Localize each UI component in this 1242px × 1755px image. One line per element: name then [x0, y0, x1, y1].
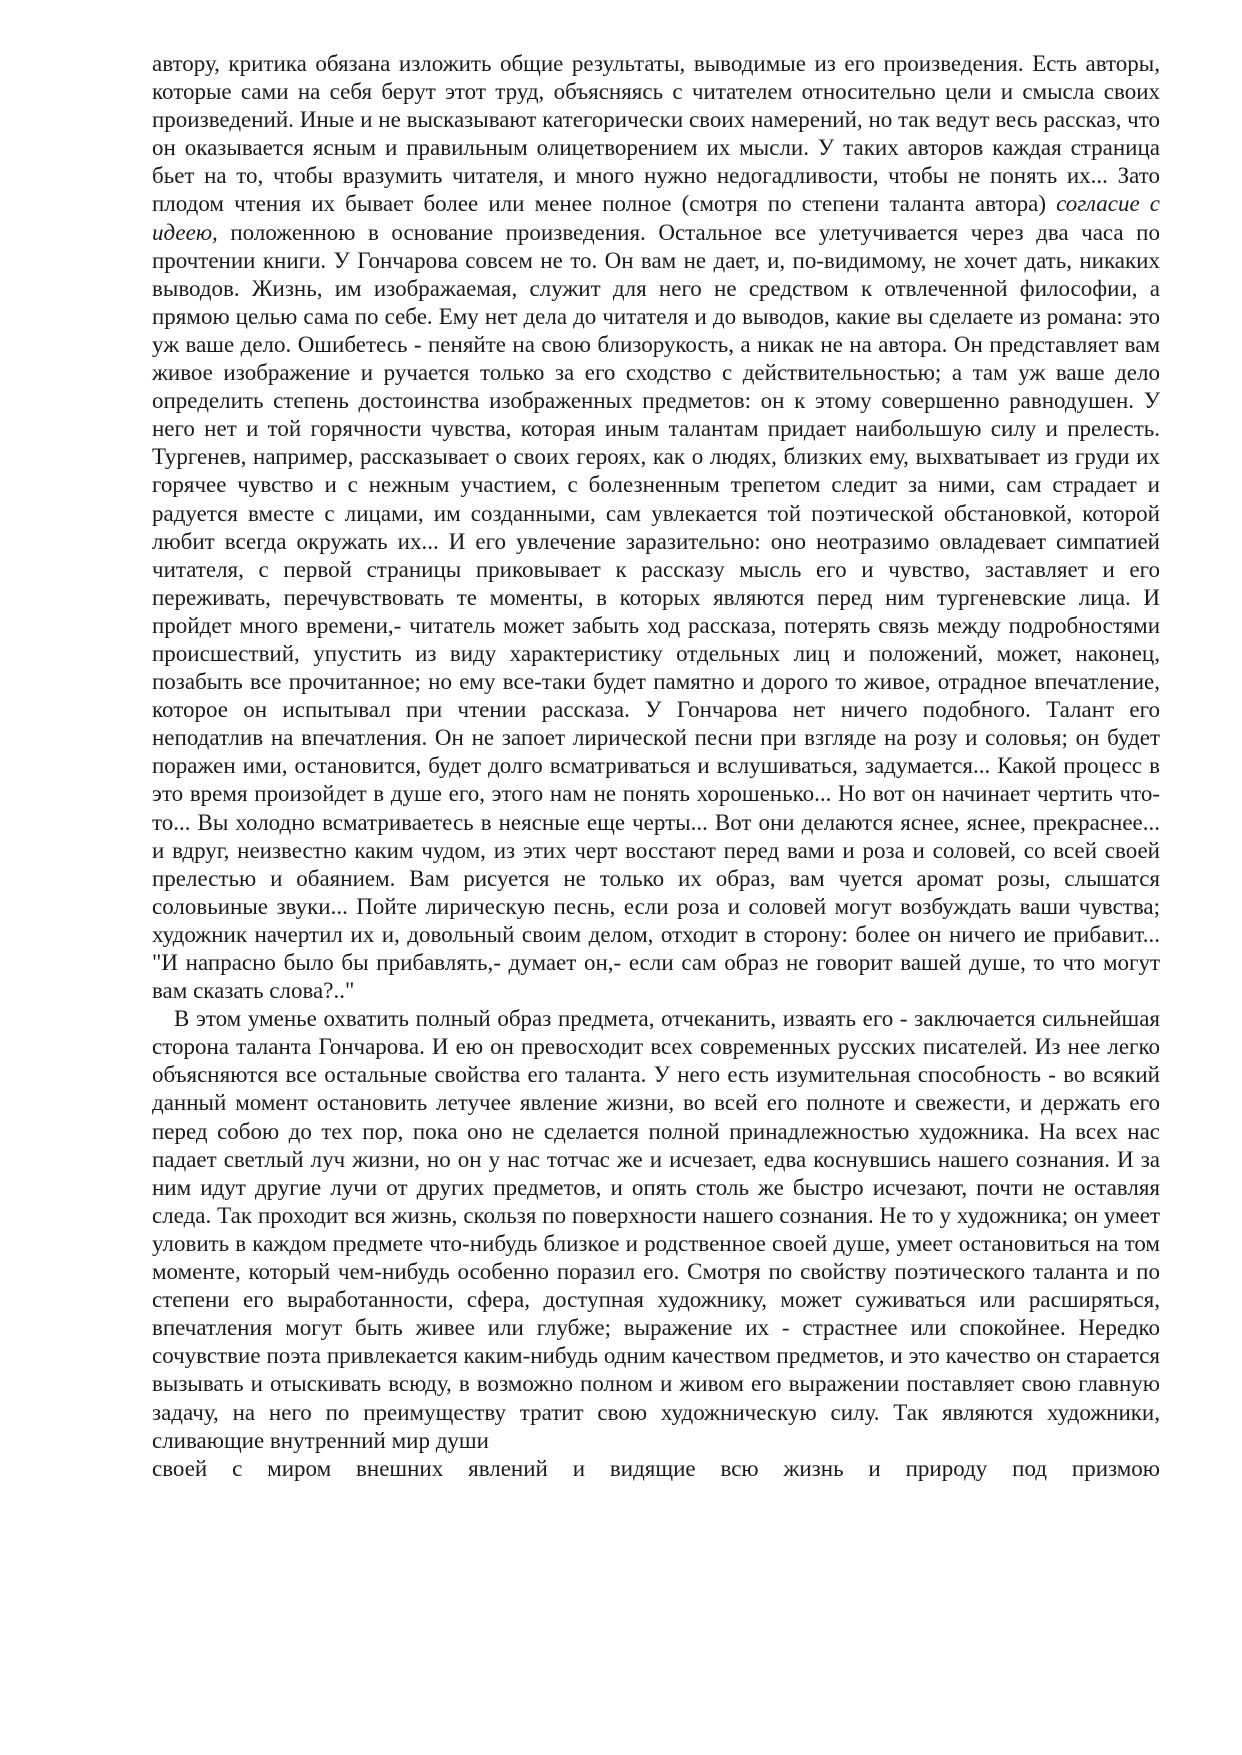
italic-phrase: согласие с идеею,	[152, 191, 1160, 245]
document-page	[152, 50, 1160, 1483]
paragraph-1-text-end: положенною в основание произведения. Остальное все улетучивается через два часа по прочтении книги. У Гончарова совсем не то. Он вам не дает, и, по-видимому, не хочет дать, никаких выводов. Жизнь, им изображаемая, служит для него не средством к отвлеченной философии, а прямою целью сама по себе. Ему нет дела до читателя и до выводов, какие вы сделаете из романа: это уж ваше дело. Ошибетесь - пеняйте на свою близорукость, а никак не на автора. Он представляет вам живое изображение и ручается только за его сходство с действительностью; а там уж ваше дело определить степень достоинства изображенных предметов: он к этому совершенно равнодушен. У него нет и той горячности чувства, которая иным талантам придает наибольшую силу и прелесть. Тургенев, например, рассказывает о своих героях, как о людях, близких ему, выхватывает из груди их горячее чувство и с нежным участием, с болезненным трепетом следит за ними, сам страдает и радуется вместе с лицами, им созданными, сам увлекается той поэтической обстановкой, которой любит всегда окружать их... И его увлечение заразительно: оно неотразимо овладевает симпатией читателя, с первой страницы приковывает к рассказу мысль его и чувство, заставляет и его переживать, перечувствовать те моменты, в которых являются перед ним тургеневские лица. И пройдет много времени,- читатель может забыть ход рассказа, потерять связь между подробностями происшествий, упустить из виду характеристику отдельных лиц и положений, может, наконец, позабыть все прочитанное; но ему все-таки будет памятно и дорого то живое, отрадное впечатление, которое он испытывал при чтении рассказа. У Гончарова нет ничего подобного. Талант его неподатлив на впечатления. Он не запоет лирической песни при взгляде на розу и соловья; он будет поражен ими, остановится, будет долго всматриваться и вслушиваться, задумается... Какой процесс в это время произойдет в душе его, этого нам не понять хорошенько... Но вот он начинает чертить что-то... Вы холодно всматриваетесь в неясные еще черты... Вот они делаются яснее, яснее, прекраснее... и вдруг, неизвестно каким чудом, из этих черт восстают перед вами и роза и соловей, со всей своей прелестью и обаянием. Вам рисуется не только их образ, вам чуется аромат розы, слышатся соловьиные звуки... Пойте лирическую песнь, если роза и соловей могут возбуждать ваши чувства; художник начертил их и, довольный своим делом, отходит в сторону: более он ничего ие прибавит... "И напрасно было бы прибавлять,- думает он,- если сам образ не говорит вашей душе, то что могут вам сказать слова?.."	[152, 219, 1160, 1004]
paragraph-2-final-line: своей с миром внешних явлений и видящие всю жизнь и природу под призмою	[152, 1455, 1160, 1481]
paragraph-2	[152, 1005, 1160, 1455]
paragraph-1	[152, 50, 1160, 1005]
paragraph-2-text: В этом уменье охватить полный образ предмета, отчеканить, изваять его - заключается сильнейшая сторона таланта Гончарова. И ею он превосходит всех современных русских писателей. Из нее легко объясняются все остальные свойства его таланта. У него есть изумительная способность - во всякий данный момент остановить летучее явление жизни, во всей его полноте и свежести, и держать его перед собою до тех пор, пока оно не сделается полной принадлежностью художника. На всех нас падает светлый луч жизни, но он у нас тотчас же и исчезает, едва коснувшись нашего сознания. И за ним идут другие лучи от других предметов, и опять столь же быстро исчезают, почти не оставляя следа. Так проходит вся жизнь, скользя по поверхности нашего сознания. Не то у художника; он умеет уловить в каждом предмете что-нибудь близкое и родственное своей душе, умеет остановиться на том моменте, который чем-нибудь особенно поразил его. Смотря по свойству поэтического таланта и по степени его выработанности, сфера, доступная художнику, может суживаться или расширяться, впечатления могут быть живее или глубже; выражение их - страстнее или спокойнее. Нередко сочувствие поэта привлекается каким-нибудь одним качеством предметов, и это качество он старается вызывать и отыскивать всюду, в возможно полном и живом его выражении поставляет свою главную задачу, на него по преимуществу тратит свою художническую силу. Так являются художники, сливающие внутренний мир души	[152, 1006, 1160, 1453]
paragraph-1-text-start: автору, критика обязана изложить общие результаты, выводимые из его произведения. Есть авторы, которые сами на себя берут этот труд, объясняясь с читателем относительно цели и смысла своих произведений. Иные и не высказывают категорически своих намерений, но так ведут весь рассказ, что он оказывается ясным и правильным олицетворением их мысли. У таких авторов каждая страница бьет на то, чтобы вразумить читателя, и много нужно недогадливости, чтобы не понять их... Зато плодом чтения их бывает более или менее полное (смотря по степени таланта автора)	[152, 51, 1160, 217]
